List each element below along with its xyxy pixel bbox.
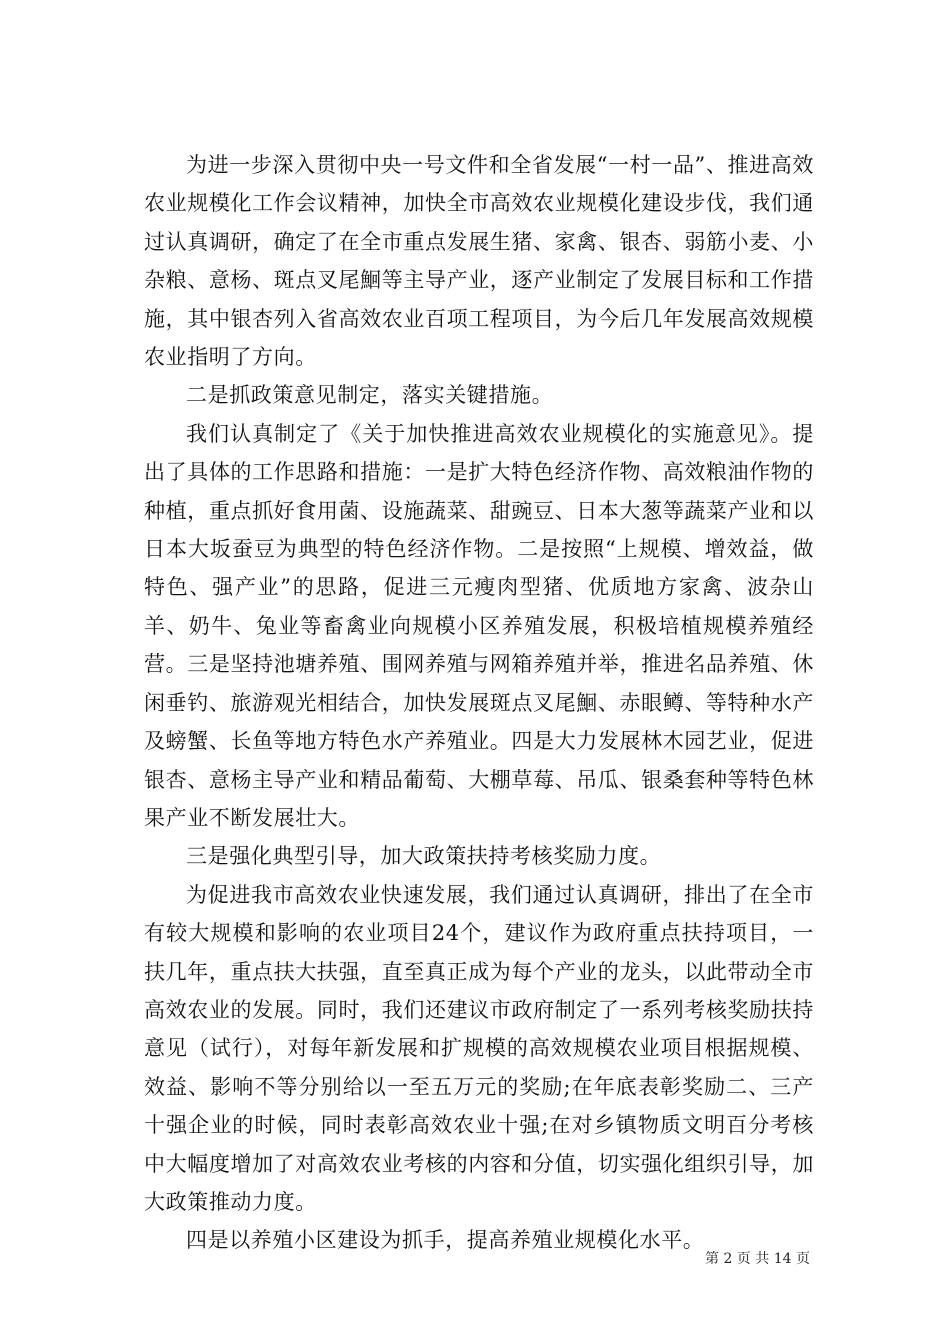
paragraph: 为促进我市高效农业快速发展，我们通过认真调研，排出了在全市有较大规模和影响的农业项目24个，建议作为政府重点扶持项目，一扶几年，重点扶大扶强，直至真正成为每个产业的龙头，以此带动全市高效农业的发展。同时，我们还建议市政府制定了一系列考核奖励扶持意见（试行），对每年新发展和扩规模的高效规模农业项目根据规模、效益、影响不等分别给以一至五万元的奖励;在年底表彰奖励二、三产十强企业的时候，同时表彰高效农业十强;在对乡镇物质文明百分考核中大幅度增加了对高效农业考核的内容和分值，切实强化组织引导，加大政策推动力度。 [144, 882, 814, 1214]
page-number: 第 2 页 共 14 页 [705, 1251, 810, 1267]
section-heading: 四是以养殖小区建设为抓手，提高养殖业规模化水平。 [186, 1228, 705, 1253]
section-heading: 三是强化典型引导，加大政策扶持考核奖励力度。 [186, 844, 662, 869]
paragraph: 为进一步深入贯彻中央一号文件和全省发展“一村一品”、推进高效农业规模化工作会议精神，加快全市高效农业规模化建设步伐，我们通过认真调研，确定了在全市重点发展生猪、家禽、银杏、弱筋小麦、小杂粮、意杨、斑点叉尾鮰等主导产业，逐产业制定了发展目标和工作措施，其中银杏列入省高效农业百项工程项目，为今后几年发展高效规模农业指明了方向。 [144, 153, 814, 370]
document-body [144, 146, 814, 1260]
section-heading: 二是抓政策意见制定，落实关键措施。 [186, 383, 554, 408]
paragraph: 我们认真制定了《关于加快推进高效农业规模化的实施意见》。提出了具体的工作思路和措施：一是扩大特色经济作物、高效粮油作物的种植，重点抓好食用菌、设施蔬菜、甜豌豆、日本大葱等蔬菜产业和以日本大坂蚕豆为典型的特色经济作物。二是按照“上规模、增效益，做特色、强产业”的思路，促进三元瘦肉型猪、优质地方家禽、波杂山羊、奶牛、兔业等畜禽业向规模小区养殖发展，积极培植规模养殖经营。三是坚持池塘养殖、围网养殖与网箱养殖并举，推进名品养殖、休闲垂钓、旅游观光相结合，加快发展斑点叉尾鮰、赤眼鳟、等特种水产及螃蟹、长鱼等地方特色水产养殖业。四是大力发展林木园艺业，促进银杏、意杨主导产业和精品葡萄、大棚草莓、吊瓜、银桑套种等特色林果产业不断发展壮大。 [144, 421, 814, 830]
